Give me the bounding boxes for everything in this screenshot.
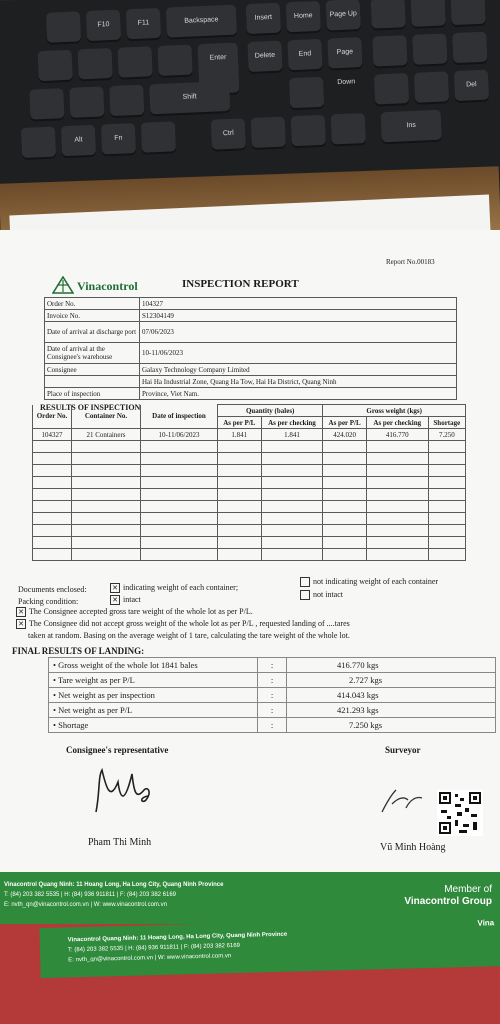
surveyor-signature-icon (378, 786, 428, 816)
results-table (32, 404, 466, 561)
footer-address: Vinacontrol Quang Ninh: 11 Hoang Long, Ha Long City, Quang Ninh Province (4, 882, 224, 888)
checkbox-empty-icon (300, 590, 310, 600)
col-quantity: Quantity (bales) (218, 405, 323, 417)
final-value: 421.293 kgs (287, 703, 496, 718)
field-value: Galaxy Technology Company Limited (140, 364, 457, 376)
table-row (33, 441, 466, 453)
key (69, 86, 104, 117)
key-end: End (287, 39, 322, 70)
field-label (45, 376, 140, 388)
field-label: Date of arrival at the Consignee's warehouse (45, 343, 140, 364)
table-row (33, 477, 466, 489)
key (412, 33, 447, 64)
key-delete: Delete (247, 41, 282, 72)
checkbox-checked-icon: ✕ (110, 583, 120, 593)
col-gw-pl: As per P/L (323, 417, 367, 429)
col-gw-checking: As per checking (366, 417, 428, 429)
cell-gw-pl: 424.020 (323, 429, 367, 441)
consignee-not-accepted-statement (16, 619, 350, 629)
statement-text: The Consignee did not accept gross weight of the whole lot as per P/L , requested landing of ....tares (29, 619, 350, 628)
field-value: 07/06/2023 (140, 322, 457, 343)
key (78, 48, 113, 79)
key-f11: F11 (126, 8, 161, 39)
key (452, 32, 487, 63)
key (414, 71, 449, 102)
packing-option-label: not intact (313, 590, 343, 599)
key (331, 113, 366, 144)
checkbox-checked-icon: ✕ (110, 595, 120, 605)
cell-qty-pl: 1.841 (218, 429, 262, 441)
col-qty-checking: As per checking (261, 417, 323, 429)
docs-option-label: indicating weight of each container; (123, 583, 239, 592)
report-number: Report No.00183 (386, 258, 435, 266)
key (109, 85, 144, 116)
field-label: Order No. (45, 298, 140, 310)
field-value: Province, Viet Nam. (140, 388, 457, 400)
col-shortage: Shortage (428, 417, 465, 429)
key (117, 46, 152, 77)
table-row (33, 429, 466, 441)
table-row (33, 513, 466, 525)
final-value: 7.250 kgs (287, 718, 496, 733)
cell-qty-checking: 1.841 (261, 429, 323, 441)
checkbox-empty-icon (300, 577, 310, 587)
field-label: Place of inspection (45, 388, 140, 400)
table-row (33, 549, 466, 561)
footer-address: Vinacontrol Quang Ninh: 11 Hoang Long, Ha Long City, Quang Ninh Province (67, 931, 288, 944)
key (38, 50, 73, 81)
results-heading: RESULTS OF INSPECTION (40, 403, 141, 412)
final-colon: : (258, 658, 287, 673)
final-label: Gross weight of the whole lot 1841 bales (58, 660, 198, 670)
key (374, 73, 409, 104)
table-row: • Gross weight of the whole lot 1841 bales : 416.770 kgs (49, 658, 496, 673)
key-f10: F10 (86, 10, 121, 41)
final-colon: : (258, 673, 287, 688)
key (411, 0, 446, 27)
brand-name: Vinacontrol (77, 279, 138, 293)
key-backspace: Backspace (166, 5, 237, 38)
statement-continuation: taken at random. Basing on the average weight of 1 tare, calculating the tare weight of the whole lot. (28, 631, 350, 640)
final-value: 416.770 kgs (287, 658, 496, 673)
table-row (33, 489, 466, 501)
footer-phone: T: (84) 203 382 5535 | H: (84) 936 911811 | F: (84) 203 382 6169 (4, 892, 177, 898)
member-of-group (404, 884, 492, 908)
packing-option-intact (110, 595, 141, 605)
key-ctrl: Ctrl (211, 118, 246, 149)
key-alt: Alt (61, 125, 96, 156)
final-results-table (48, 657, 496, 733)
statement-text: The Consignee accepted gross tare weight of the whole lot as per P/L. (29, 607, 253, 616)
table-row (33, 537, 466, 549)
col-container-no: Container No. (72, 405, 141, 429)
key-shift: Shift (149, 81, 230, 114)
field-label: Consignee (45, 364, 140, 376)
cell-container-no: 21 Containers (72, 429, 141, 441)
key (21, 127, 56, 158)
cell-gw-checking: 416.770 (366, 429, 428, 441)
final-label: Net weight as per inspection (58, 690, 155, 700)
field-value: S12304149 (140, 310, 457, 322)
key (451, 0, 486, 25)
packing-option-label: intact (123, 595, 141, 604)
key-page-up: Page Up (326, 0, 361, 31)
final-colon: : (258, 718, 287, 733)
key (157, 45, 192, 76)
col-order-no: Order No. (33, 405, 72, 429)
table-row (33, 453, 466, 465)
final-colon: : (258, 703, 287, 718)
footer-email: E: nvth_qn@vinacontrol.com.vn | W: www.vinacontrol.com.vn (68, 953, 232, 964)
col-qty-pl: As per P/L (218, 417, 262, 429)
field-value: Hai Ha Industrial Zone, Quang Ha Tow, Hai Ha District, Quang Ninh (140, 376, 457, 388)
consignee-representative-label: Consignee's representative (66, 745, 169, 755)
col-gross-weight: Gross weight (kgs) (323, 405, 466, 417)
field-label: Invoice No. (45, 310, 140, 322)
docs-option-indicating (110, 583, 238, 593)
final-colon: : (258, 688, 287, 703)
surveyor-label: Surveyor (385, 745, 421, 755)
member-line: Member of (444, 884, 492, 895)
key-insert: Insert (246, 3, 281, 34)
table-row (33, 465, 466, 477)
key-fn: Fn (101, 123, 136, 154)
key-ins: Ins (381, 110, 442, 143)
surveyor-name: Vũ Minh Hoàng (380, 842, 446, 853)
key (291, 115, 326, 146)
checkbox-checked-icon: ✕ (16, 607, 26, 617)
key-page-down: Page Down (327, 37, 362, 68)
field-value: 104327 (140, 298, 457, 310)
vinacontrol-logo-icon (52, 276, 74, 294)
key (46, 11, 81, 42)
cell-order-no: 104327 (33, 429, 72, 441)
docs-option-not-indicating (300, 577, 438, 587)
final-value: 414.043 kgs (287, 688, 496, 703)
table-row: • Tare weight as per P/L : 2.727 kgs (49, 673, 496, 688)
packing-label: Packing condition: (18, 597, 79, 606)
col-date-inspection: Date of inspection (141, 405, 218, 429)
footer-phone: T: (84) 203 382 5535 | H: (84) 936 911811 | F: (84) 203 382 6169 (67, 942, 241, 954)
documents-label: Documents enclosed: (18, 585, 87, 594)
table-row (33, 501, 466, 513)
key (141, 121, 176, 152)
cell-date: 10-11/06/2023 (141, 429, 218, 441)
field-value: 10-11/06/2023 (140, 343, 457, 364)
member-group-name: Vinacontrol Group (404, 896, 492, 907)
key (289, 77, 324, 108)
key-del: Del (454, 70, 489, 101)
qr-code-icon (437, 790, 483, 836)
key-enter: Enter (197, 42, 239, 94)
consignee-rep-name: Pham Thi Minh (88, 837, 152, 848)
consignee-signature-icon (88, 762, 168, 822)
consignee-accepted-statement (16, 607, 253, 617)
table-row: • Net weight as per inspection : 414.043 kgs (49, 688, 496, 703)
key (372, 35, 407, 66)
shipment-info-table (44, 297, 457, 400)
final-results-heading: FINAL RESULTS OF LANDING: (12, 646, 145, 656)
final-value: 2.727 kgs (287, 673, 496, 688)
footer-brand-fragment: Vina (477, 918, 495, 928)
final-label: Net weight as per P/L (58, 705, 133, 715)
footer-band (0, 872, 500, 924)
footer-email: E: nvth_qn@vinacontrol.com.vn | W: www.vinacontrol.com.vn (4, 902, 167, 908)
packing-option-not-intact (300, 590, 343, 600)
table-row: • Net weight as per P/L : 421.293 kgs (49, 703, 496, 718)
final-label: Tare weight as per P/L (57, 675, 135, 685)
checkbox-checked-icon: ✕ (16, 619, 26, 629)
table-row: • Shortage : 7.250 kgs (49, 718, 496, 733)
docs-option-label: not indicating weight of each container (313, 577, 439, 586)
key-home: Home (286, 1, 321, 32)
field-label: Date of arrival at discharge port (45, 322, 140, 343)
final-label: Shortage (58, 720, 89, 730)
report-title: INSPECTION REPORT (182, 278, 299, 290)
key (251, 117, 286, 148)
table-row (33, 525, 466, 537)
cell-shortage: 7.250 (428, 429, 465, 441)
key (371, 0, 406, 29)
key (29, 88, 64, 119)
